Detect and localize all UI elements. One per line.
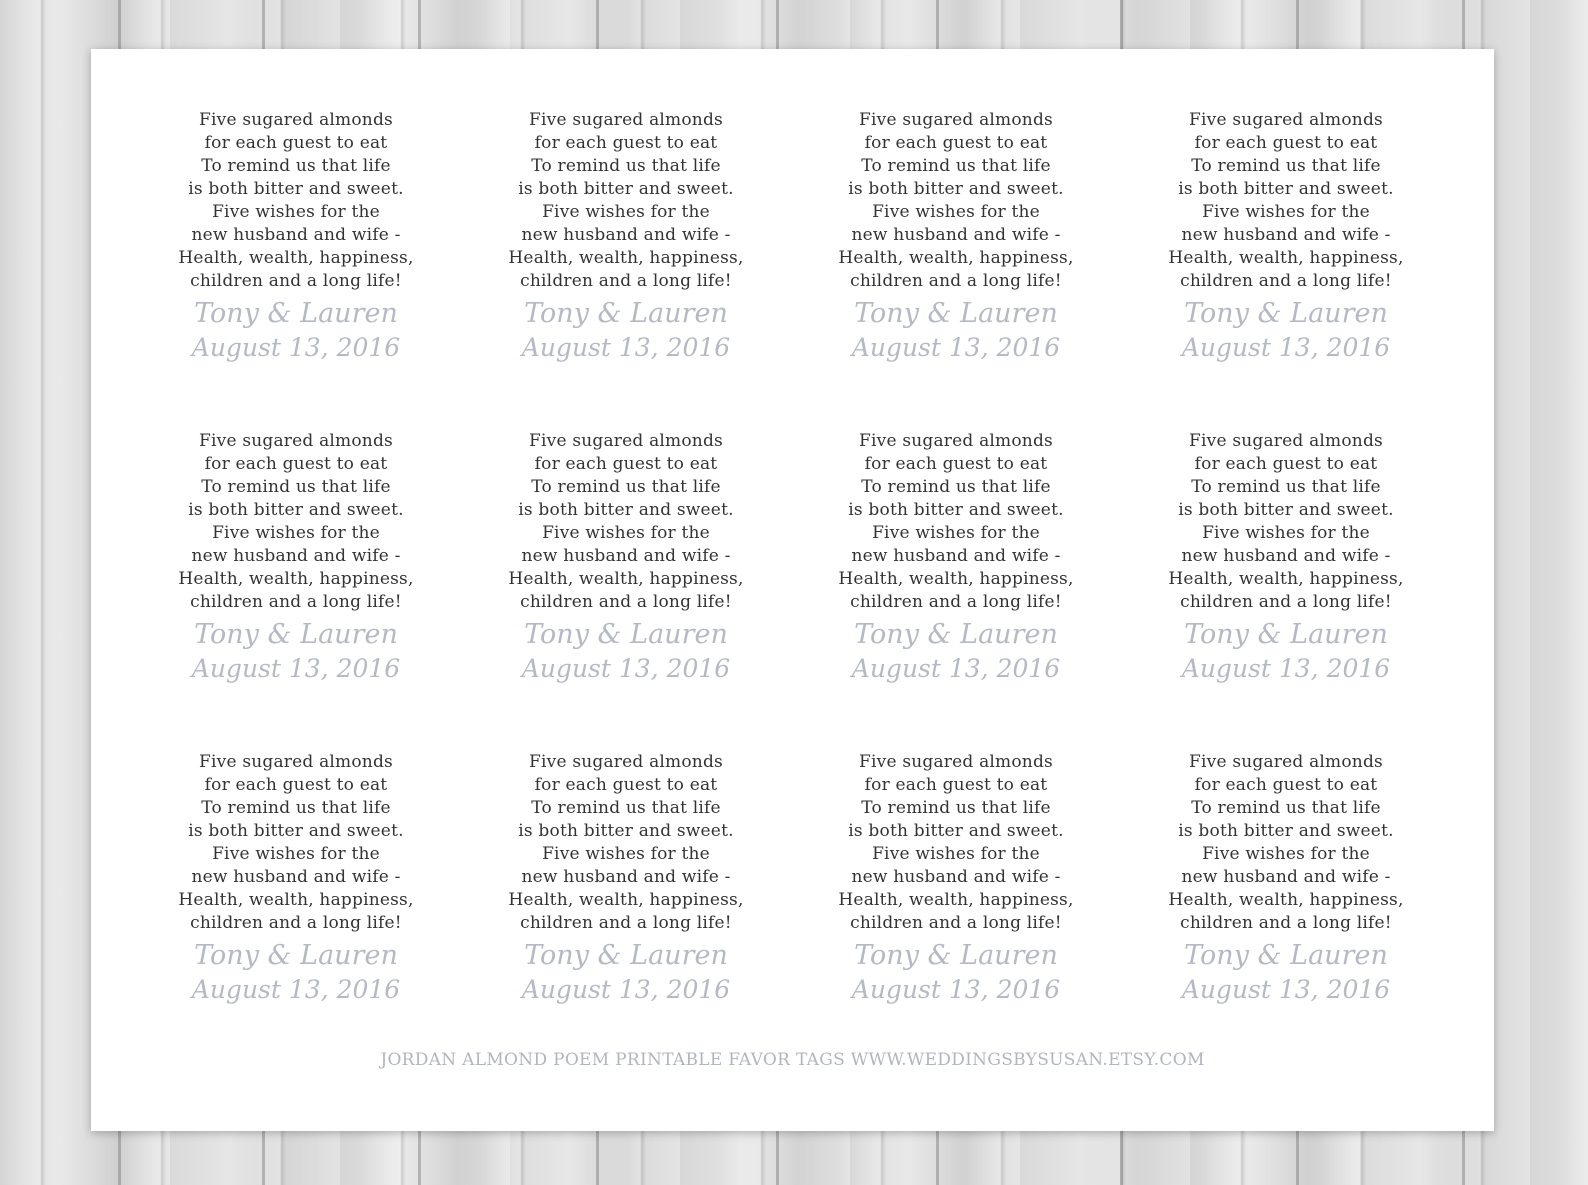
poem-line: Five wishes for the bbox=[542, 202, 710, 222]
poem-line: Five wishes for the bbox=[542, 523, 710, 543]
poem-line: for each guest to eat bbox=[204, 775, 388, 795]
poem-line: Five wishes for the bbox=[1202, 523, 1370, 543]
poem-line: children and a long life! bbox=[190, 913, 402, 933]
poem-line: for each guest to eat bbox=[1194, 454, 1378, 474]
couple-names: Tony & Lauren bbox=[194, 298, 398, 329]
poem-line: new husband and wife - bbox=[851, 867, 1061, 887]
poem-line: To remind us that life bbox=[531, 798, 721, 818]
poem-line: is both bitter and sweet. bbox=[518, 500, 734, 520]
poem-line: new husband and wife - bbox=[191, 867, 401, 887]
poem-line: children and a long life! bbox=[520, 592, 732, 612]
poem-line: Five wishes for the bbox=[872, 202, 1040, 222]
poem-line: Five sugared almonds bbox=[859, 110, 1053, 130]
poem-line: To remind us that life bbox=[531, 156, 721, 176]
poem-line: Five sugared almonds bbox=[1189, 110, 1383, 130]
couple-names: Tony & Lauren bbox=[854, 940, 1058, 971]
favor-tag bbox=[1121, 430, 1451, 751]
poem-line: children and a long life! bbox=[850, 913, 1062, 933]
poem-line: Five sugared almonds bbox=[199, 752, 393, 772]
wedding-date: August 13, 2016 bbox=[851, 975, 1061, 1004]
poem-line: Five sugared almonds bbox=[1189, 431, 1383, 451]
couple-names: Tony & Lauren bbox=[524, 940, 728, 971]
poem-line: Five wishes for the bbox=[212, 523, 380, 543]
poem-line: Health, wealth, happiness, bbox=[838, 569, 1074, 589]
poem-line: Five sugared almonds bbox=[1189, 752, 1383, 772]
favor-tag bbox=[131, 109, 461, 430]
poem-line: new husband and wife - bbox=[851, 225, 1061, 245]
poem-line: Health, wealth, happiness, bbox=[1168, 890, 1404, 910]
poem-line: Health, wealth, happiness, bbox=[178, 248, 414, 268]
poem-line: To remind us that life bbox=[1191, 798, 1381, 818]
poem-line: for each guest to eat bbox=[1194, 775, 1378, 795]
poem-line: for each guest to eat bbox=[1194, 133, 1378, 153]
wedding-date: August 13, 2016 bbox=[191, 654, 401, 683]
poem-line: Health, wealth, happiness, bbox=[1168, 569, 1404, 589]
poem-line: new husband and wife - bbox=[1181, 867, 1391, 887]
poem-line: Five sugared almonds bbox=[859, 431, 1053, 451]
poem-line: Health, wealth, happiness, bbox=[838, 248, 1074, 268]
poem-line: Health, wealth, happiness, bbox=[178, 569, 414, 589]
poem-line: is both bitter and sweet. bbox=[1178, 821, 1394, 841]
poem-line: Five wishes for the bbox=[212, 844, 380, 864]
favor-tag bbox=[131, 430, 461, 751]
wedding-date: August 13, 2016 bbox=[851, 654, 1061, 683]
wedding-date: August 13, 2016 bbox=[191, 975, 401, 1004]
wedding-date: August 13, 2016 bbox=[1181, 654, 1391, 683]
poem-line: To remind us that life bbox=[201, 477, 391, 497]
poem-line: is both bitter and sweet. bbox=[848, 500, 1064, 520]
poem-line: new husband and wife - bbox=[1181, 546, 1391, 566]
couple-names: Tony & Lauren bbox=[524, 298, 728, 329]
poem-line: Five wishes for the bbox=[542, 844, 710, 864]
wedding-date: August 13, 2016 bbox=[191, 333, 401, 362]
poem-line: new husband and wife - bbox=[521, 867, 731, 887]
poem-line: Health, wealth, happiness, bbox=[508, 569, 744, 589]
poem-line: is both bitter and sweet. bbox=[188, 500, 404, 520]
printable-sheet bbox=[91, 49, 1494, 1131]
couple-names: Tony & Lauren bbox=[1184, 298, 1388, 329]
poem-line: new husband and wife - bbox=[191, 546, 401, 566]
poem-line: To remind us that life bbox=[861, 156, 1051, 176]
favor-tag bbox=[791, 430, 1121, 751]
wedding-date: August 13, 2016 bbox=[521, 333, 731, 362]
wedding-date: August 13, 2016 bbox=[851, 333, 1061, 362]
poem-line: is both bitter and sweet. bbox=[1178, 500, 1394, 520]
poem-line: To remind us that life bbox=[861, 477, 1051, 497]
poem-line: To remind us that life bbox=[1191, 477, 1381, 497]
poem-line: is both bitter and sweet. bbox=[848, 821, 1064, 841]
poem-line: Health, wealth, happiness, bbox=[508, 890, 744, 910]
poem-line: children and a long life! bbox=[190, 271, 402, 291]
poem-line: for each guest to eat bbox=[534, 775, 718, 795]
poem-line: To remind us that life bbox=[201, 798, 391, 818]
poem-line: Five sugared almonds bbox=[199, 431, 393, 451]
poem-line: Five sugared almonds bbox=[859, 752, 1053, 772]
poem-line: children and a long life! bbox=[190, 592, 402, 612]
poem-line: new husband and wife - bbox=[521, 225, 731, 245]
poem-line: for each guest to eat bbox=[534, 133, 718, 153]
poem-line: To remind us that life bbox=[861, 798, 1051, 818]
poem-line: Health, wealth, happiness, bbox=[838, 890, 1074, 910]
poem-line: Five sugared almonds bbox=[199, 110, 393, 130]
poem-line: Five wishes for the bbox=[872, 844, 1040, 864]
couple-names: Tony & Lauren bbox=[524, 619, 728, 650]
wedding-date: August 13, 2016 bbox=[1181, 975, 1391, 1004]
couple-names: Tony & Lauren bbox=[854, 619, 1058, 650]
poem-line: new husband and wife - bbox=[191, 225, 401, 245]
poem-line: for each guest to eat bbox=[534, 454, 718, 474]
poem-line: is both bitter and sweet. bbox=[1178, 179, 1394, 199]
poem-line: is both bitter and sweet. bbox=[518, 821, 734, 841]
poem-line: Health, wealth, happiness, bbox=[1168, 248, 1404, 268]
poem-line: To remind us that life bbox=[531, 477, 721, 497]
poem-line: new husband and wife - bbox=[851, 546, 1061, 566]
poem-line: children and a long life! bbox=[1180, 271, 1392, 291]
favor-tag bbox=[461, 109, 791, 430]
poem-line: Health, wealth, happiness, bbox=[178, 890, 414, 910]
couple-names: Tony & Lauren bbox=[854, 298, 1058, 329]
couple-names: Tony & Lauren bbox=[1184, 619, 1388, 650]
poem-line: Health, wealth, happiness, bbox=[508, 248, 744, 268]
poem-line: Five wishes for the bbox=[872, 523, 1040, 543]
poem-line: Five sugared almonds bbox=[529, 110, 723, 130]
poem-line: Five wishes for the bbox=[1202, 844, 1370, 864]
poem-line: children and a long life! bbox=[1180, 913, 1392, 933]
poem-line: Five sugared almonds bbox=[529, 752, 723, 772]
poem-line: children and a long life! bbox=[520, 271, 732, 291]
poem-line: is both bitter and sweet. bbox=[188, 179, 404, 199]
poem-line: new husband and wife - bbox=[521, 546, 731, 566]
poem-line: for each guest to eat bbox=[864, 454, 1048, 474]
poem-line: children and a long life! bbox=[1180, 592, 1392, 612]
wedding-date: August 13, 2016 bbox=[1181, 333, 1391, 362]
poem-line: children and a long life! bbox=[850, 592, 1062, 612]
wedding-date: August 13, 2016 bbox=[521, 654, 731, 683]
favor-tag bbox=[1121, 751, 1451, 1072]
poem-line: new husband and wife - bbox=[1181, 225, 1391, 245]
favor-tag bbox=[131, 751, 461, 1072]
poem-line: children and a long life! bbox=[520, 913, 732, 933]
poem-line: To remind us that life bbox=[1191, 156, 1381, 176]
poem-line: for each guest to eat bbox=[864, 133, 1048, 153]
couple-names: Tony & Lauren bbox=[1184, 940, 1388, 971]
poem-line: Five wishes for the bbox=[212, 202, 380, 222]
wedding-date: August 13, 2016 bbox=[521, 975, 731, 1004]
poem-line: To remind us that life bbox=[201, 156, 391, 176]
poem-line: for each guest to eat bbox=[204, 454, 388, 474]
poem-line: Five wishes for the bbox=[1202, 202, 1370, 222]
favor-tag bbox=[791, 751, 1121, 1072]
favor-tag bbox=[1121, 109, 1451, 430]
poem-line: is both bitter and sweet. bbox=[518, 179, 734, 199]
poem-line: children and a long life! bbox=[850, 271, 1062, 291]
favor-tag bbox=[461, 430, 791, 751]
poem-line: Five sugared almonds bbox=[529, 431, 723, 451]
poem-line: is both bitter and sweet. bbox=[848, 179, 1064, 199]
poem-line: for each guest to eat bbox=[204, 133, 388, 153]
couple-names: Tony & Lauren bbox=[194, 619, 398, 650]
poem-line: for each guest to eat bbox=[864, 775, 1048, 795]
favor-tag-grid bbox=[131, 109, 1451, 1072]
favor-tag bbox=[461, 751, 791, 1072]
footer-caption: JORDAN ALMOND POEM PRINTABLE FAVOR TAGS WWW.WEDDINGSBYSUSAN.ETSY.COM bbox=[380, 1050, 1205, 1070]
poem-line: is both bitter and sweet. bbox=[188, 821, 404, 841]
favor-tag bbox=[791, 109, 1121, 430]
couple-names: Tony & Lauren bbox=[194, 940, 398, 971]
